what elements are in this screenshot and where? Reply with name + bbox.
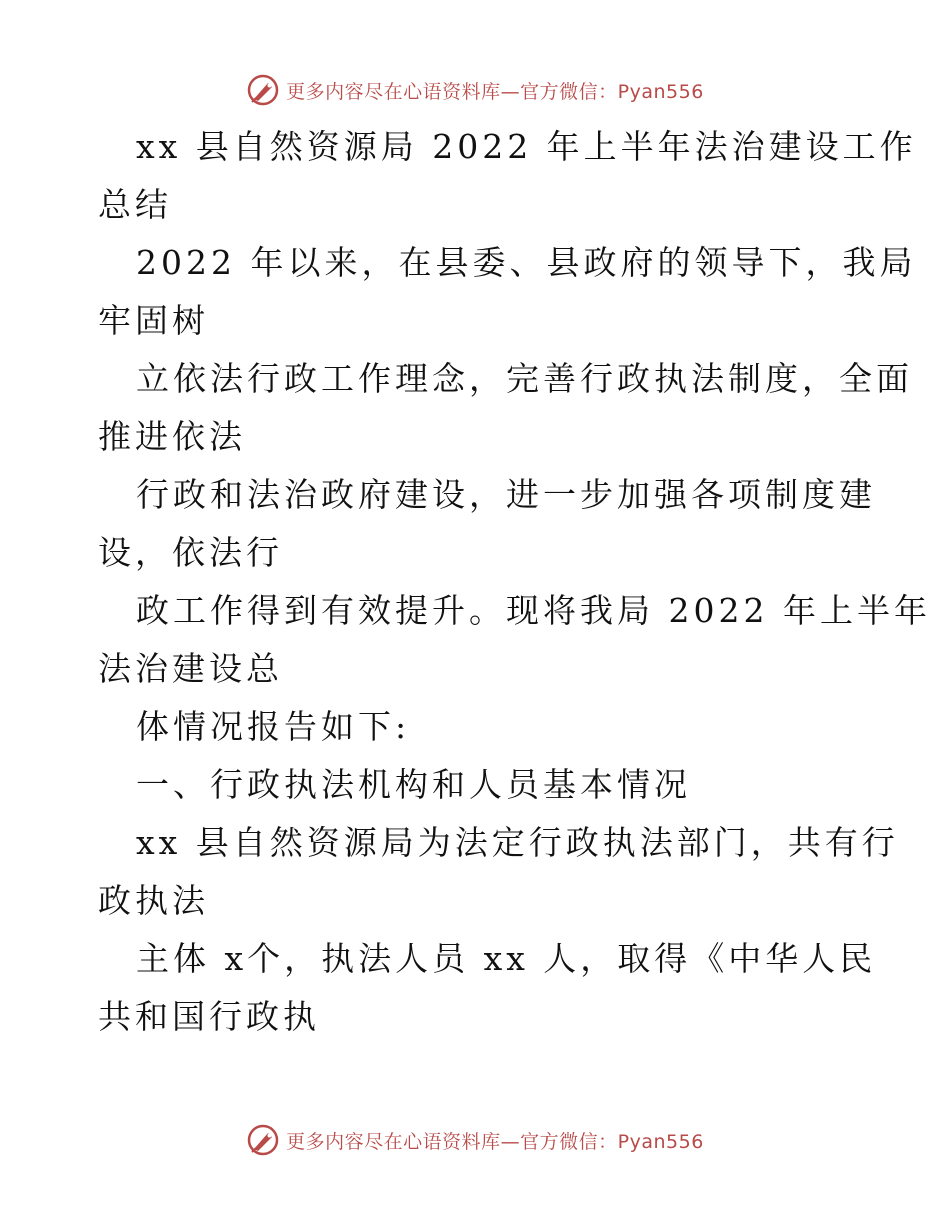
paragraph-line: 牢固树	[98, 301, 209, 340]
footer-watermark	[0, 1120, 950, 1160]
paragraph-line: 法治建设总	[98, 649, 283, 688]
paragraph-line: 立依法行政工作理念，完善行政执法制度，全面	[136, 359, 913, 398]
title-line-1: xx 县自然资源局 2022 年上半年法治建设工作	[136, 127, 917, 166]
paragraph-line: xx 县自然资源局为法定行政执法部门，共有行	[136, 823, 899, 862]
header-watermark	[0, 70, 950, 110]
paragraph-line: 行政和法治政府建设，进一步加强各项制度建	[136, 475, 876, 514]
paragraph-line: 设，依法行	[98, 533, 283, 572]
pen-nib-logo-icon	[246, 73, 280, 107]
paragraph-line: 体情况报告如下:	[136, 707, 411, 746]
paragraph-line: 推进依法	[98, 417, 246, 456]
paragraph-line: 主体 x个，执法人员 xx 人，取得《中华人民	[136, 939, 877, 978]
watermark-text: 更多内容尽在心语资料库—官方微信：Pyan556	[286, 1130, 704, 1153]
paragraph-line: 政工作得到有效提升。现将我局 2022 年上半年	[136, 591, 931, 630]
paragraph-line: 政执法	[98, 881, 209, 920]
title-line-2: 总结	[98, 185, 172, 224]
section-heading: 一、行政执法机构和人员基本情况	[136, 765, 691, 804]
paragraph-line: 2022 年以来，在县委、县政府的领导下，我局	[136, 243, 917, 282]
paragraph-line: 共和国行政执	[98, 997, 320, 1036]
watermark-text: 更多内容尽在心语资料库—官方微信：Pyan556	[286, 80, 704, 103]
document-body	[98, 118, 931, 1046]
pen-nib-logo-icon	[246, 1123, 280, 1157]
